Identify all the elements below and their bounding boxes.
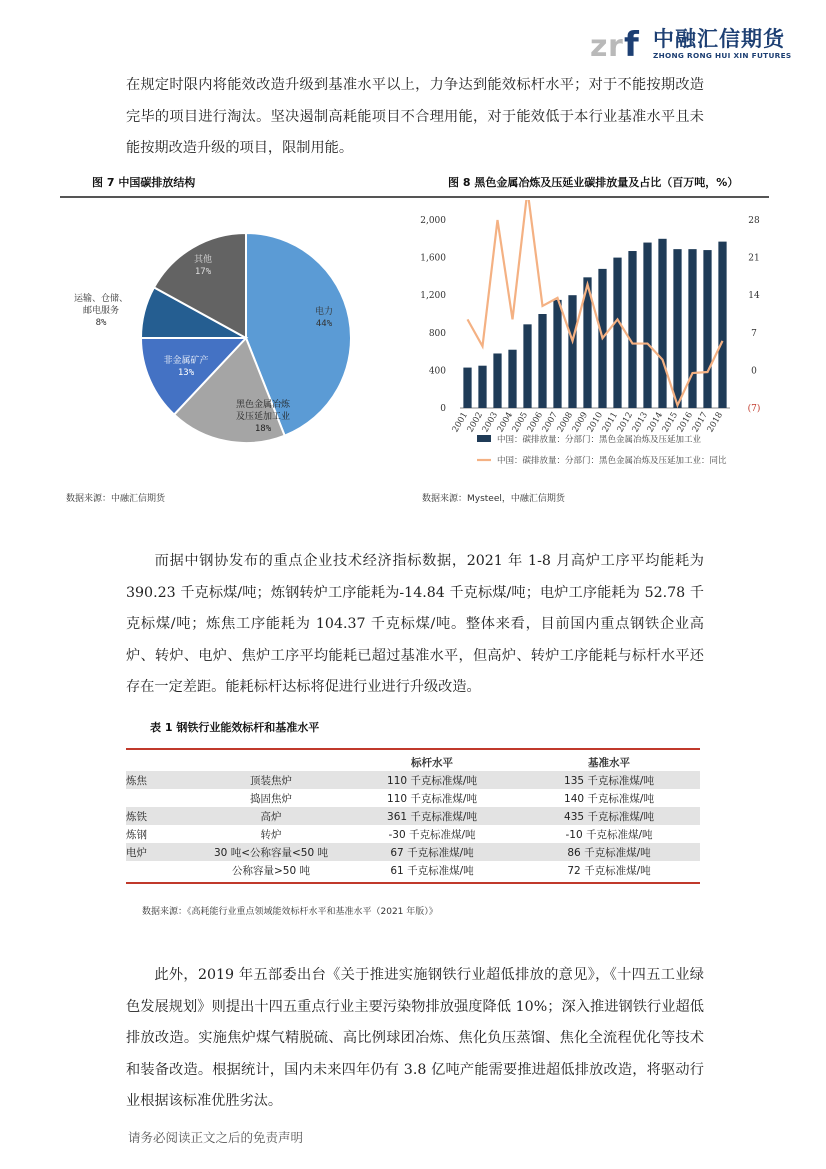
table-cell: 140 千克标准煤/吨 (564, 792, 654, 805)
x-axis-tick-label: 2001 (450, 410, 471, 435)
bar (643, 243, 651, 408)
company-logo-mark (590, 22, 646, 62)
x-axis-tick-label: 2010 (585, 410, 606, 435)
yoy-line (468, 200, 723, 405)
table-cell: 炼铁 (126, 807, 196, 825)
bar (628, 251, 636, 408)
x-axis-tick-label: 2007 (540, 410, 561, 435)
table-cell: 110 千克标准煤/吨 (387, 792, 477, 805)
bar (463, 368, 471, 408)
bar (688, 249, 696, 408)
pie-slice-label: 电力 (314, 307, 334, 317)
x-axis-tick-label: 2018 (705, 410, 726, 435)
bar-line-chart (415, 200, 775, 480)
x-axis-tick-label: 2002 (465, 410, 486, 435)
table-cell: 61 千克标准煤/吨 (390, 864, 474, 877)
table-header-cell (196, 753, 346, 771)
pie-slice-label: 其他 (193, 255, 213, 265)
paragraph-3 (126, 960, 704, 1118)
table-header-benchmark: 标杆水平 (411, 756, 453, 769)
x-axis-tick-label: 2012 (615, 410, 636, 435)
right-axis-tick-label: (7) (747, 404, 761, 414)
bar (553, 300, 561, 408)
table-cell: 110 千克标准煤/吨 (346, 771, 518, 789)
table-1-title: 表 1 钢铁行业能效标杆和基准水平 (150, 721, 320, 734)
figure-8-title: 图 8 黑色金属冶炼及压延业碳排放量及占比（百万吨，%） (448, 176, 739, 189)
paragraph-2-text: 而据中钢协发布的重点企业技术经济指标数据，2021 年 1-8 月高炉工序平均能耗为390.23 千克标煤/吨；炼钢转炉工序能耗为-14.84 千克标煤/吨；电炉工序能耗为 52.78 千克标煤/吨；炼焦工序能耗为 104.37 千克标煤/吨。整体来看，目前国内重点钢铁企业高炉、转炉、电炉、焦炉工序平均能耗已超过基准水平，但高炉、转炉工序能耗与标杆水平还存在一定差距。能耗标杆达标将促进行业进行升级改造。 (126, 553, 704, 695)
company-logo-text: 中融汇信期货 (653, 27, 785, 51)
figure-divider (60, 196, 769, 198)
table-header-baseline: 基准水平 (588, 756, 630, 769)
x-axis-tick-label: 2017 (690, 410, 711, 435)
left-axis-tick-label: 400 (428, 366, 446, 377)
table-top-rule (126, 748, 700, 750)
bar (568, 295, 576, 408)
left-axis-tick-label: 800 (428, 328, 446, 339)
disclaimer-footer: 请务必阅读正文之后的免责声明 (128, 1130, 304, 1145)
bar (673, 249, 681, 408)
bar (508, 350, 516, 408)
legend-swatch-bar (477, 435, 491, 442)
left-axis-tick-label: 1,200 (420, 291, 446, 302)
x-axis-tick-label: 2006 (525, 410, 546, 435)
pie-slice-label: 17% (194, 267, 212, 277)
bar (703, 250, 711, 408)
right-axis-tick-label: 0 (751, 366, 757, 377)
x-axis-tick-label: 2009 (570, 410, 591, 435)
pie-slice-label: 44% (315, 319, 333, 329)
pie-chart (60, 200, 420, 480)
table-row (126, 789, 700, 807)
table-cell: 72 千克标准煤/吨 (567, 864, 651, 877)
svg-text:r: r (608, 29, 623, 62)
figure-7-title: 图 7 中国碳排放结构 (92, 176, 196, 189)
right-axis-tick-label: 21 (748, 253, 760, 264)
table-row (126, 771, 700, 789)
table-cell: 86 千克标准煤/吨 (518, 843, 700, 861)
svg-text:f: f (624, 25, 639, 62)
pie-slice-label: 及压延加工业 (235, 412, 291, 422)
table-cell: 转炉 (260, 828, 282, 841)
table-row (126, 843, 700, 861)
right-axis-tick-label: 14 (748, 291, 760, 302)
x-axis-tick-label: 2013 (630, 410, 651, 435)
x-axis-tick-label: 2004 (495, 410, 516, 435)
left-axis-tick-label: 2,000 (420, 216, 446, 226)
pie-slice-label: 18% (254, 424, 272, 434)
x-axis-tick-label: 2016 (675, 410, 696, 435)
x-axis-tick-label: 2003 (480, 410, 501, 435)
bar (523, 324, 531, 408)
bar (718, 242, 726, 408)
energy-efficiency-table (126, 753, 700, 879)
x-axis-tick-label: 2008 (555, 410, 576, 435)
table-cell: 361 千克标准煤/吨 (346, 807, 518, 825)
table-row (126, 861, 700, 879)
paragraph-2 (126, 546, 704, 704)
x-axis-tick-label: 2014 (645, 410, 666, 435)
x-axis-tick-label: 2011 (600, 410, 621, 435)
table-cell: 捣固焦炉 (250, 792, 292, 805)
bar (538, 314, 546, 408)
legend-label: 中国：碳排放量：分部门：黑色金属冶炼及压延加工业：同比 (497, 456, 727, 466)
table-cell: 电炉 (126, 843, 196, 861)
table-cell: 顶装焦炉 (196, 771, 346, 789)
table-cell: 炼钢 (126, 828, 147, 841)
table-cell: 高炉 (196, 807, 346, 825)
figure-7-source: 数据来源：中融汇信期货 (66, 494, 166, 504)
table-header-row (126, 753, 700, 771)
table-cell: 炼焦 (126, 771, 196, 789)
table-cell: 135 千克标准煤/吨 (518, 771, 700, 789)
table-row (126, 825, 700, 843)
bar (613, 258, 621, 408)
right-axis-tick-label: 7 (751, 328, 757, 339)
legend-label: 中国：碳排放量：分部门：黑色金属冶炼及压延加工业 (497, 435, 702, 445)
pie-slice-label: 黑色金属冶炼 (235, 400, 291, 410)
left-axis-tick-label: 1,600 (420, 253, 446, 264)
table-row (126, 807, 700, 825)
table-cell: 公称容量>50 吨 (232, 864, 310, 877)
figure-8-source: 数据来源：Mysteel，中融汇信期货 (422, 494, 565, 504)
x-axis-tick-label: 2005 (510, 410, 531, 435)
table-cell: 30 吨<公称容量<50 吨 (196, 843, 346, 861)
table-cell: -30 千克标准煤/吨 (388, 828, 476, 841)
bar (658, 239, 666, 408)
table-1-source: 数据来源：《高耗能行业重点领域能效标杆水平和基准水平（2021 年版）》 (142, 907, 438, 917)
table-cell: -10 千克标准煤/吨 (565, 828, 653, 841)
table-cell: 67 千克标准煤/吨 (346, 843, 518, 861)
x-axis-tick-label: 2015 (660, 410, 681, 435)
pie-slice-label: 8% (95, 318, 107, 328)
pie-slice-label: 13% (177, 368, 195, 378)
svg-text:z: z (590, 29, 608, 62)
right-axis-tick-label: 28 (748, 216, 760, 226)
paragraph-3-text: 此外，2019 年五部委出台《关于推进实施钢铁行业超低排放的意见》，《十四五工业绿色发展规划》则提出十四五重点行业主要污染物排放强度降低 10%；深入推进钢铁行业超低排放改造。实施焦炉煤气精脱硫、高比例球团冶炼、焦化负压蒸馏、焦化全流程优化等技术和装备改造。根据统计，国内未来四年仍有 3.8 亿吨产能需要推进超低排放改造，将驱动行业根据该标准优胜劣汰。 (126, 967, 704, 1109)
pie-slice-label: 非金属矿产 (163, 356, 209, 366)
bar (478, 366, 486, 408)
pie-slice-label: 运输、仓储、 (73, 294, 129, 304)
table-cell: 435 千克标准煤/吨 (518, 807, 700, 825)
paragraph-1: 在规定时限内将能效改造升级到基准水平以上，力争达到能效标杆水平；对于不能按期改造完毕的项目进行淘汰。坚决遏制高耗能项目不合理用能，对于能效低于本行业基准水平且未能按期改造升级的项目，限制用能。 (126, 77, 704, 156)
table-header-cell (126, 753, 196, 771)
company-logo-english: ZHONG RONG HUI XIN FUTURES (653, 51, 792, 60)
bar (493, 353, 501, 408)
table-cell (126, 861, 196, 879)
pie-slice-label: 邮电服务 (82, 306, 120, 316)
table-bottom-rule (126, 882, 700, 884)
left-axis-tick-label: 0 (440, 404, 446, 414)
table-cell (126, 789, 196, 807)
